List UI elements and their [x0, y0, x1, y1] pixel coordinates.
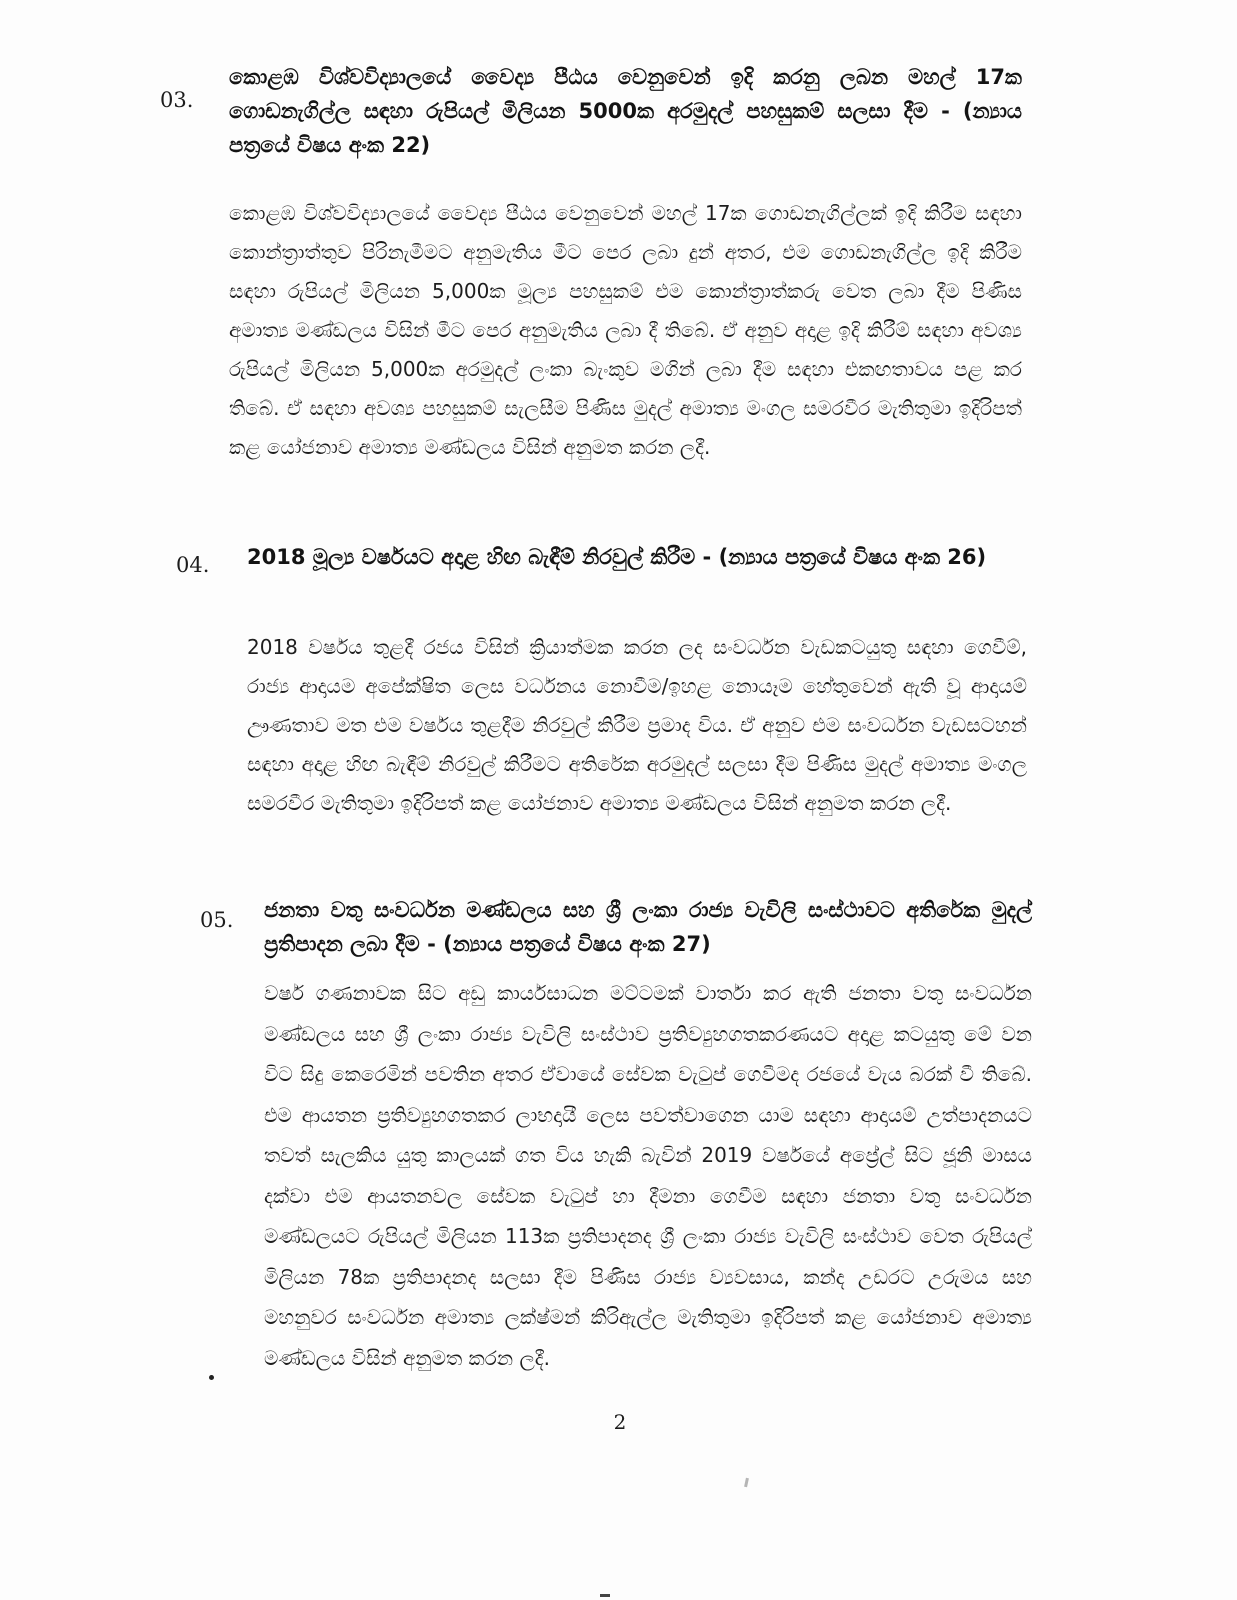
scan-artifact-mark [600, 1594, 610, 1597]
item-number: 04. [176, 553, 210, 577]
item-body: 2018 වර්ෂය තුළදී රජය විසින් ක්‍රියාත්මක කරන ලද සංවර්ධන වැඩකටයුතු සඳහා ගෙවීම්, රාජ්‍ය ආදායම අපේක්ෂිත ලෙස වර්ධනය නොවීම/ඉහළ නොයෑම හේතුවෙන් ඇති වූ ආදායම් ඌණතාව මත එම වර්ෂය තුළදීම නිරවුල් කිරීම ප්‍රමාද විය. ඒ අනුව එම සංවර්ධන වැඩසටහන් සඳහා අදාළ හිඟ බැඳීම් නිරවුල් කිරීමට අතිරේක අරමුදල් සලසා දීම පිණිස මුදල් අමාත්‍ය මංගල සමරවීර මැතිතුමා ඉදිරිපත් කළ යෝජනාව අමාත්‍ය මණ්ඩලය විසින් අනුමත කරන ලදී. [247, 635, 1027, 815]
page-number: 2 [613, 1410, 627, 1434]
item-title: කොළඹ විශ්වවිද්‍යාලයේ වෛද්‍ය පීඨය වෙනුවෙන් ඉදි කරනු ලබන මහල් 17ක ගොඩනැගිල්ල සඳහා රුපියල් මිලියන 5000ක අරමුදල් පහසුකම් සලසා දීම - (න්‍යාය පත්‍රයේ විෂය අංක 22) [229, 65, 1022, 157]
item-number: 03. [160, 88, 194, 112]
scan-artifact-dot [209, 1375, 214, 1380]
item-body: කොළඹ විශ්වවිද්‍යාලයේ වෛද්‍ය පීඨය වෙනුවෙන් මහල් 17ක ගොඩනැගිල්ලක් ඉදි කිරීම සඳහා කොන්ත්‍රාත්තුව පිරිනැමීමට අනුමැතිය මීට පෙර ලබා දුන් අතර, එම ගොඩනැගිල්ල ඉදි කිරීම සඳහා රුපියල් මිලියන 5,000ක මූල්‍ය පහසුකම් එම කොන්ත්‍රාත්කරු වෙත ලබා දීම පිණිස අමාත්‍ය මණ්ඩලය විසින් මීට පෙර අනුමැතිය ලබා දී තිබේ. ඒ අනුව අදාළ ඉදි කිරීම් සඳහා අවශ්‍ය රුපියල් මිලියන 5,000ක අරමුදල් ලංකා බැංකුව මගින් ලබා දීම සඳහා එකඟතාවය පළ කර තිබේ. ඒ සඳහා අවශ්‍ය පහසුකම් සැලසීම පිණිස මුදල් අමාත්‍ය මංගල සමරවීර මැතිතුමා ඉදිරිපත් කළ යෝජනාව අමාත්‍ය මණ්ඩලය විසින් අනුමත කරන ලදී. [229, 201, 1022, 459]
item-number: 05. [200, 908, 234, 932]
scan-artifact-speck [744, 1478, 749, 1487]
item-title: ජනතා වතු සංවර්ධන මණ්ඩලය සහ ශ්‍රී ලංකා රාජ්‍ය වැවිලි සංස්ථාවට අතිරේක මුදල් ප්‍රතිපාදන ලබා දීම - (න්‍යාය පත්‍රයේ විෂය අංක 27) [264, 898, 1032, 956]
item-body: වර්ෂ ගණනාවක සිට අඩු කාර්යසාධන මට්ටමක් වාර්තා කර ඇති ජනතා වතු සංවර්ධන මණ්ඩලය සහ ශ්‍රී ලංකා රාජ්‍ය වැවිලි සංස්ථාව ප්‍රතිව්‍යුහගතකරණයට අදාළ කටයුතු මේ වන විට සිදු කෙරෙමින් පවතින අතර ඒවායේ සේවක වැටුප් ගෙවීමද රජයේ වැය බරක් වී තිබේ. එම ආයතන ප්‍රතිව්‍යුහගතකර ලාභදායී ලෙස පවත්වාගෙන යාම සඳහා ආදායම් උත්පාදනයට තවත් සැලකිය යුතු කාලයක් ගත විය හැකි බැවින් 2019 වර්ෂයේ අප්‍රේල් සිට ජූනි මාසය දක්වා එම ආයතනවල සේවක වැටුප් හා දීමනා ගෙවීම සඳහා ජනතා වතු සංවර්ධන මණ්ඩලයට රුපියල් මිලියන 113ක ප්‍රතිපාදනද ශ්‍රී ලංකා රාජ්‍ය වැවිලි සංස්ථාව වෙත රුපියල් මිලියන 78ක ප්‍රතිපාදනද සලසා දීම පිණිස රාජ්‍ය ව්‍යවසාය, කන්ද උඩරට උරුමය සහ මහනුවර සංවර්ධන අමාත්‍ය ලක්ෂ්මන් කිරිඇල්ල මැතිතුමා ඉදිරිපත් කළ යෝජනාව අමාත්‍ය මණ්ඩලය විසින් අනුමත කරන ලදී. [264, 981, 1032, 1370]
item-title: 2018 මූල්‍ය වර්ෂයට අදාළ හිඟ බැඳීම් නිරවුල් කිරීම - (න්‍යාය පත්‍රයේ විෂය අංක 26) [247, 545, 987, 569]
